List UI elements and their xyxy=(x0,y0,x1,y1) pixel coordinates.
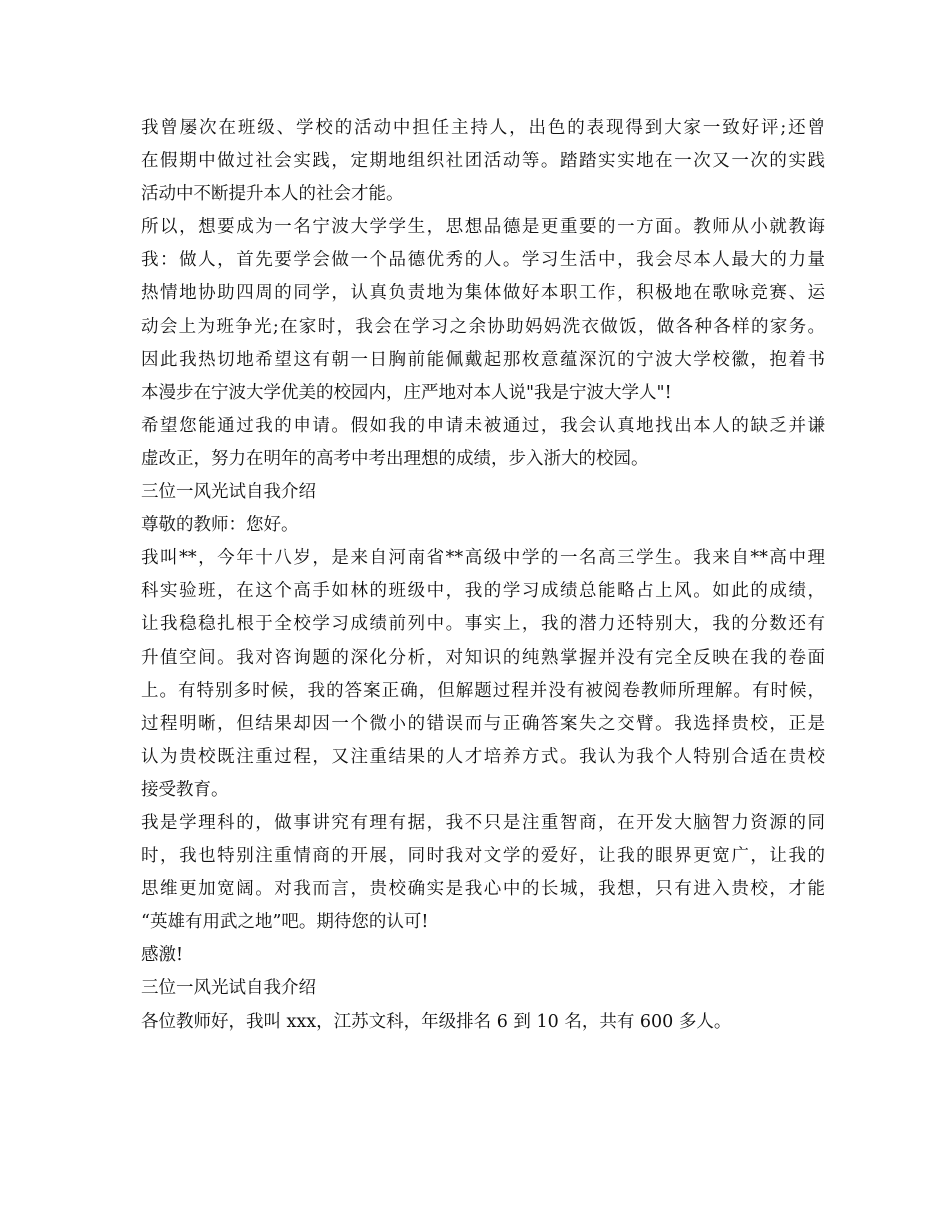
text-line: 升值空间。我对咨询题的深化分析，对知识的纯熟掌握并没有完全反映在我的卷面 xyxy=(141,647,825,668)
text-line: 我曾屡次在班级、学校的活动中担任主持人，出色的表现得到大家一致好评;还曾 xyxy=(141,118,825,138)
text-line: 热情地协助四周的同学，认真负责地为集体做好本职工作，积极地在歌咏竞赛、运 xyxy=(141,283,825,304)
text-line: 三位一风光试自我介绍 xyxy=(141,482,316,503)
text-line: 思维更加宽阔。对我而言，贵校确实是我心中的长城，我想，只有进入贵校，才能 xyxy=(141,879,825,900)
text-line: 希望您能通过我的申请。假如我的申请未被通过，我会认真地找出本人的缺乏并谦 xyxy=(141,415,825,436)
text-line: 在假期中做过社会实践，定期地组织社团活动等。踏踏实实地在一次又一次的实践 xyxy=(141,151,825,172)
text-line: 我叫**，今年十八岁，是来自河南省**高级中学的一名高三学生。我来自**高中理 xyxy=(141,548,825,569)
text-line: 三位一风光试自我介绍 xyxy=(141,978,316,999)
text-line: 各位教师好，我叫 xxx，江苏文科，年级排名 6 到 10 名，共有 600 多人。 xyxy=(141,1011,732,1032)
document-body xyxy=(141,112,825,1039)
text-line: 我：做人，首先要学会做一个品德优秀的人。学习生活中，我会尽本人最大的力量 xyxy=(141,250,825,271)
text-line: 接受教育。 xyxy=(141,779,229,800)
text-line: 感激! xyxy=(141,945,184,966)
text-line: 科实验班，在这个高手如林的班级中，我的学习成绩总能略占上风。如此的成绩， xyxy=(141,581,825,602)
text-line: 所以，想要成为一名宁波大学学生，思想品德是更重要的一方面。教师从小就教诲 xyxy=(141,217,825,238)
text-line: 让我稳稳扎根于全校学习成绩前列中。事实上，我的潜力还特别大，我的分数还有 xyxy=(141,614,825,635)
text-line: 动会上为班争光;在家时，我会在学习之余协助妈妈洗衣做饭，做各种各样的家务。 xyxy=(141,316,825,337)
text-line: “英雄有用武之地”吧。期待您的认可! xyxy=(141,912,429,933)
text-line: 我是学理科的，做事讲究有理有据，我不只是注重智商，在开发大脑智力资源的同 xyxy=(141,812,825,833)
text-line: 因此我热切地希望这有朝一日胸前能佩戴起那枚意蕴深沉的宁波大学校徽，抱着书 xyxy=(141,349,825,370)
text-line: 活动中不断提升本人的社会才能。 xyxy=(141,184,404,205)
text-line: 过程明晰，但结果却因一个微小的错误而与正确答案失之交臂。我选择贵校，正是 xyxy=(141,713,825,734)
text-line: 本漫步在宁波大学优美的校园内，庄严地对本人说"我是宁波大学人"! xyxy=(141,382,672,403)
text-line: 上。有特别多时候，我的答案正确，但解题过程并没有被阅卷教师所理解。有时候， xyxy=(141,680,825,701)
text-line: 尊敬的教师：您好。 xyxy=(141,515,299,536)
text-line: 虚改正，努力在明年的高考中考出理想的成绩，步入浙大的校园。 xyxy=(141,448,649,469)
text-line: 时，我也特别注重情商的开展，同时我对文学的爱好，让我的眼界更宽广，让我的 xyxy=(141,846,825,867)
text-line: 认为贵校既注重过程，又注重结果的人才培养方式。我认为我个人特别合适在贵校 xyxy=(141,746,825,767)
